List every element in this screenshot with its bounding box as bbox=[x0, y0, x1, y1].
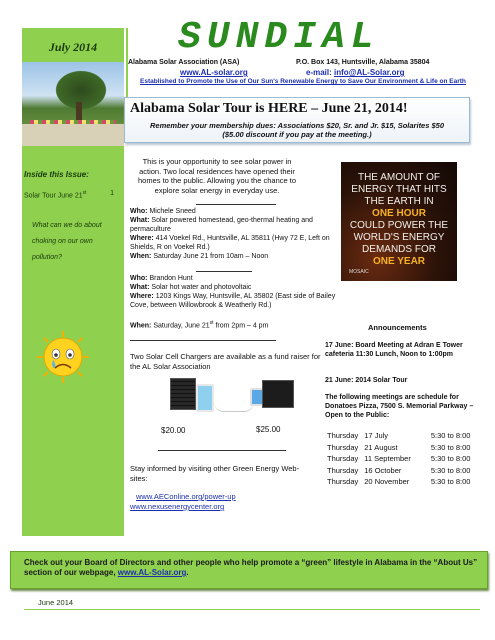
schedule-day: Thursday bbox=[327, 454, 359, 463]
org-name: Alabama Solar Association (ASA) bbox=[128, 59, 240, 66]
footer-website-link[interactable]: www.AL-Solar.org bbox=[117, 568, 187, 577]
sidebar-issue-date: July 2014 bbox=[48, 40, 98, 54]
schedule-date: 21 August bbox=[364, 442, 398, 452]
schedule-day: Thursday bbox=[327, 442, 359, 452]
meeting-schedule bbox=[325, 429, 476, 489]
schedule-row bbox=[327, 431, 474, 441]
email-line bbox=[306, 68, 405, 77]
garden-photo bbox=[22, 62, 124, 146]
membership-dues: Remember your membership dues: Associations $20, Sr. and Jr. $15, Solarites $50 bbox=[149, 121, 445, 130]
schedule-date: 16 October bbox=[364, 465, 402, 475]
poster-line: ENERGY THAT HITS bbox=[351, 184, 447, 195]
home2-what: What: Solar hot water and photovoltaic bbox=[130, 284, 252, 291]
poster-line: ONE HOUR bbox=[372, 208, 426, 219]
schedule-day: Thursday bbox=[327, 431, 359, 440]
home2-who: Who: Brandon Hunt bbox=[130, 275, 193, 282]
schedule-day: Thursday bbox=[327, 477, 359, 486]
chargers-note: Two Solar Cell Chargers are available as a fund raiser for the AL Solar Association bbox=[130, 352, 321, 371]
rule bbox=[130, 340, 276, 341]
schedule-row bbox=[327, 477, 474, 487]
poster-line: ONE YEAR bbox=[372, 256, 426, 267]
home1-where: Where: 414 Voekel Rd., Huntsville, AL 35811 (Hwy 72 E, Left on Shields, R on Voekel Rd.) bbox=[130, 235, 330, 251]
schedule-row bbox=[327, 466, 474, 476]
poster-line: THE AMOUNT OF bbox=[357, 172, 441, 183]
poster-brand: MOSAIC bbox=[349, 269, 369, 275]
tagline: Established to Promote the Use of Our Sun's Renewable Energy to Save Our Environment & Life on Earth bbox=[140, 78, 466, 85]
rule bbox=[196, 204, 276, 205]
rule bbox=[158, 450, 286, 451]
announcements-title: Announcements bbox=[368, 323, 427, 332]
footer-rule bbox=[24, 609, 480, 610]
aeconline-link[interactable]: www.AEConline.org/power-up bbox=[136, 492, 236, 501]
home1-who: Who: Michele Sneed bbox=[130, 208, 196, 215]
inside-issue-item[interactable] bbox=[24, 190, 114, 199]
home2-when: When: Saturday, June 21st from 2pm – 4 pm bbox=[130, 320, 269, 330]
announcement-meetings: The following meetings are schedule for Donatoes Pizza, 7500 S. Memorial Parkway – Open to the Public: bbox=[325, 394, 474, 419]
home2-where: Where: 1203 Kings Way, Huntsville, AL 35802 (East side of Bailey Cove, between Willowbrook & Weatherly Rd.) bbox=[130, 293, 336, 309]
schedule-time: 5:30 to 8:00 bbox=[430, 477, 471, 486]
energy-poster bbox=[341, 162, 457, 281]
poster-line: THE EARTH IN bbox=[364, 196, 434, 207]
home1-when: When: Saturday June 21 from 10am – Noon bbox=[130, 253, 269, 260]
cable-image bbox=[214, 402, 254, 412]
poster-line: COULD POWER THE bbox=[349, 220, 449, 231]
announcement-board-meeting: 17 June: Board Meeting at Adran E Tower cafeteria 11:30 Lunch, Noon to 1:00pm bbox=[325, 342, 463, 358]
schedule-row bbox=[327, 443, 474, 453]
poster-line: DEMANDS FOR bbox=[362, 244, 436, 255]
email-link[interactable]: info@AL-Solar.org bbox=[334, 68, 405, 77]
charger-1-price: $20.00 bbox=[161, 426, 186, 435]
inside-item-sup: st bbox=[82, 190, 87, 196]
website-link[interactable] bbox=[180, 68, 248, 77]
stay-informed: Stay informed by visiting other Green Energy Web-sites: bbox=[130, 464, 300, 483]
schedule-time: 5:30 to 8:00 bbox=[430, 431, 471, 440]
board-callout-text: Check out your Board of Directors and other people who help promote a “green” lifestyle in Alabama in the “About Us” section of our webpage, www.AL-Solar.org. bbox=[24, 558, 478, 577]
pollution-question: What can we do about choking on our own pollution? bbox=[32, 222, 102, 261]
rule bbox=[196, 271, 252, 272]
poster-line: WORLD'S ENERGY bbox=[353, 232, 445, 243]
inside-issue-title: Inside this Issue: bbox=[24, 170, 89, 179]
schedule-row bbox=[327, 454, 474, 464]
charger-2-price: $25.00 bbox=[256, 425, 281, 434]
email-label: e-mail: bbox=[306, 68, 332, 77]
announcement-solar-tour: 21 June: 2014 Solar Tour bbox=[325, 377, 408, 384]
home1-what: What: Solar powered homestead, geo-thermal heating and permaculture bbox=[130, 217, 313, 233]
solar-charger-2-image bbox=[262, 380, 294, 408]
schedule-time: 5:30 to 8:00 bbox=[430, 465, 471, 475]
phone-1-image bbox=[196, 384, 214, 412]
nexus-link[interactable]: www.nexusenergycenter.org bbox=[130, 502, 225, 511]
tour-intro: This is your opportunity to see solar power in action. Two local residences have opened their homes to the public. Allowing you the chance to explore solar energy in everyday use. bbox=[137, 157, 297, 195]
schedule-time: 5:30 to 8:00 bbox=[430, 454, 471, 463]
newsletter-title: SUNDIAL bbox=[178, 16, 380, 59]
solar-tour-headline: Alabama Solar Tour is HERE – June 21, 2014! bbox=[130, 101, 408, 116]
schedule-day: Thursday bbox=[327, 465, 359, 475]
schedule-date: 11 September bbox=[364, 454, 411, 463]
inside-item-label: Solar Tour June 21 bbox=[24, 192, 83, 200]
org-address: P.O. Box 143, Huntsville, Alabama 35804 bbox=[296, 59, 430, 66]
solar-charger-1-image bbox=[170, 378, 196, 410]
footer-date: June 2014 bbox=[38, 598, 74, 607]
schedule-date: 17 July bbox=[364, 431, 389, 440]
dues-discount: ($5.00 discount if you pay at the meeting.) bbox=[222, 130, 372, 139]
inside-item-page: 1 bbox=[110, 190, 114, 197]
schedule-time: 5:30 to 8:00 bbox=[430, 442, 471, 452]
schedule-date: 20 November bbox=[364, 477, 410, 486]
website-link-text[interactable]: www.AL-solar.org bbox=[180, 68, 248, 77]
crying-face-icon bbox=[36, 330, 90, 384]
